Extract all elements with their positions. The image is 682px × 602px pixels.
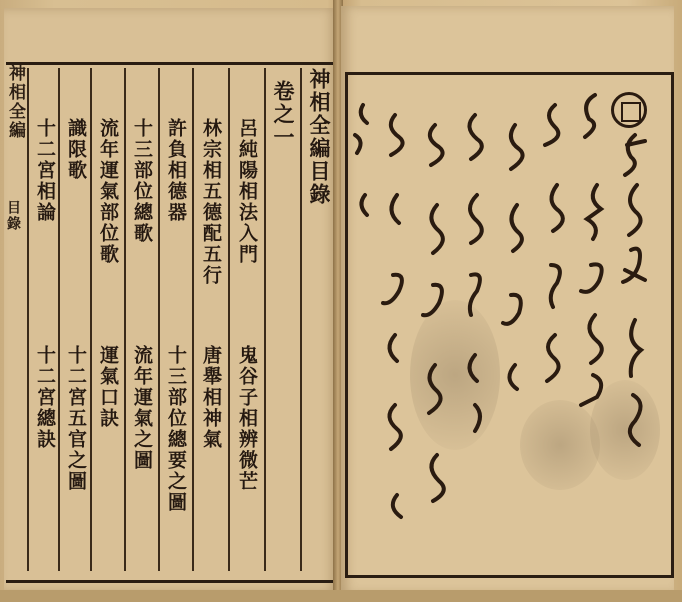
toc-header-title: 神相全編目錄 bbox=[307, 68, 332, 206]
toc-entry: 十三部位總歌 bbox=[131, 118, 153, 244]
toc-entry: 流年運氣部位歌 bbox=[97, 118, 119, 265]
toc-entry: 十二宮相論 bbox=[34, 118, 56, 223]
toc-entry: 十三部位總要之圖 bbox=[165, 345, 187, 513]
toc-entry: 識限歌 bbox=[65, 118, 87, 181]
column-rule bbox=[124, 68, 126, 571]
column-rule bbox=[90, 68, 92, 571]
column-rule bbox=[158, 68, 160, 571]
toc-entry: 林宗相五德配五行 bbox=[200, 118, 222, 286]
column-rule bbox=[192, 68, 194, 571]
toc-volume: 卷之一 bbox=[271, 80, 296, 149]
column-rule bbox=[27, 68, 29, 571]
column-rule bbox=[228, 68, 230, 571]
toc-entry: 流年運氣之圖 bbox=[131, 345, 153, 471]
toc-entry: 十二宮總訣 bbox=[34, 345, 56, 450]
toc-entry: 呂純陽相法入門 bbox=[236, 118, 258, 265]
column-rule bbox=[300, 68, 302, 571]
column-rule bbox=[264, 68, 266, 571]
toc-entry: 運氣口訣 bbox=[97, 345, 119, 429]
toc-entry: 十二宮五官之圖 bbox=[65, 345, 87, 492]
margin-subtitle: 目錄 bbox=[5, 200, 21, 232]
page-bottom-edge bbox=[0, 590, 682, 602]
margin-title: 神相全編 bbox=[5, 64, 25, 140]
toc-entry: 唐舉相神氣 bbox=[200, 345, 222, 450]
calligraphy-preface bbox=[345, 75, 668, 570]
toc-entry: 鬼谷子相辨微芒 bbox=[236, 345, 258, 492]
toc-entry: 許負相德器 bbox=[165, 118, 187, 223]
